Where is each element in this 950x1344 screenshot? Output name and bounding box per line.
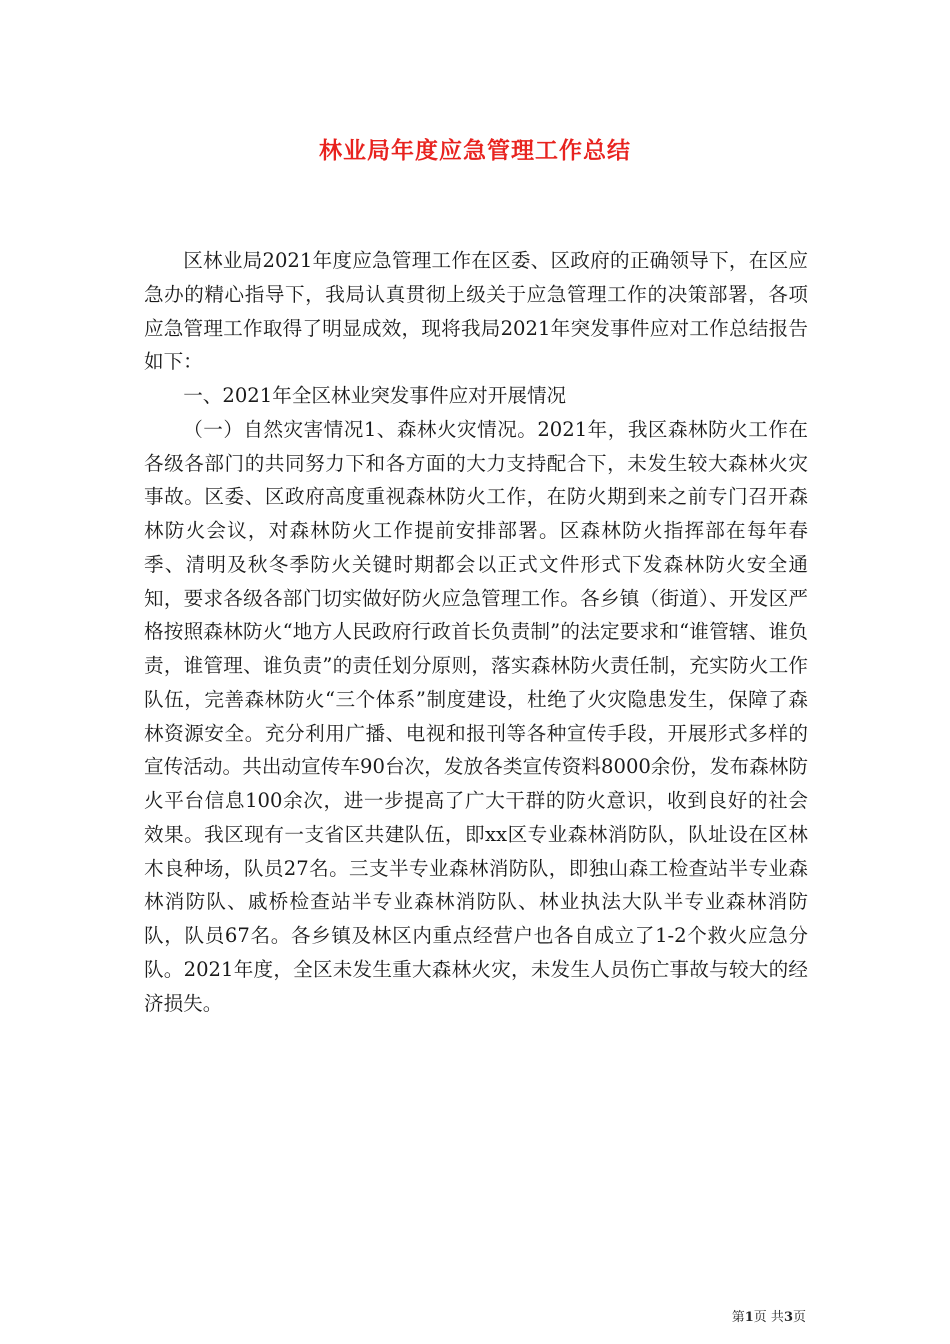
footer-middle: 页 共 (753, 1310, 784, 1325)
section-heading: 一、2021年全区林业突发事件应对开展情况 (183, 384, 567, 407)
current-page-number: 1 (744, 1310, 754, 1325)
footer-suffix: 页 (792, 1310, 806, 1325)
page-footer (732, 1306, 806, 1325)
total-pages-number: 3 (783, 1310, 793, 1325)
document-title: 林业局年度应急管理工作总结 (319, 137, 631, 164)
body-paragraph: （一）自然灾害情况1、森林火灾情况。2021年，我区森林防火工作在各级各部门的共同努力下和各方面的大力支持配合下，未发生较大森林火灾事故。区委、区政府高度重视森林防火工作，在防火期到来之前专门召开森林防火会议，对森林防火工作提前安排部署。区森林防火指挥部在每年春季、清明及秋冬季防火关键时期都会以正式文件形式下发森林防火安全通知，要求各级各部门切实做好防火应急管理工作。各乡镇（街道）、开发区严格按照森林防火“地方人民政府行政首长负责制”的法定要求和“谁管辖、谁负责，谁管理、谁负责”的责任划分原则，落实森林防火责任制，充实防火工作队伍，完善森林防火“三个体系”制度建设，杜绝了火灾隐患发生，保障了森林资源安全。充分利用广播、电视和报刊等各种宣传手段，开展形式多样的宣传活动。共出动宣传车90台次，发放各类宣传资料8000余份，发布森林防火平台信息100余次，进一步提高了广大干群的防火意识，收到良好的社会效果。我区现有一支省区共建队伍，即xx区专业森林消防队，队址设在区林木良种场，队员27名。三支半专业森林消防队，即独山森工检查站半专业森林消防队、戚桥检查站半专业森林消防队、林业执法大队半专业森林消防队，队员67名。各乡镇及林区内重点经营户也各自成立了1-2个救火应急分队。2021年度，全区未发生重大森林火灾，未发生人员伤亡事故与较大的经济损失。 (144, 417, 808, 1015)
document-body (144, 244, 808, 1020)
footer-prefix: 第 (731, 1310, 745, 1325)
intro-paragraph: 区林业局2021年度应急管理工作在区委、区政府的正确领导下，在区应急办的精心指导下，我局认真贯彻上级关于应急管理工作的决策部署，各项应急管理工作取得了明显成效，现将我局2021年突发事件应对工作总结报告如下： (144, 249, 808, 374)
